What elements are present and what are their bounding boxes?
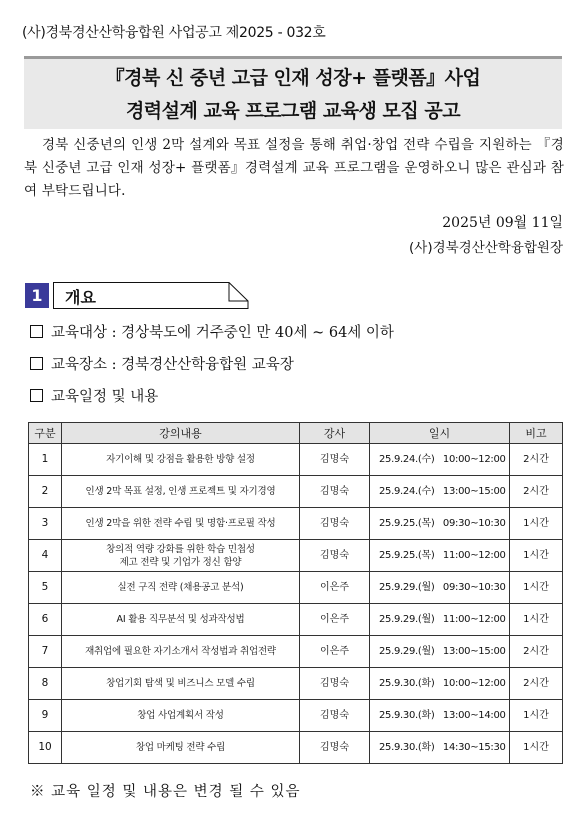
subject-line: 재취업에 필요한 자기소개서 작성법과 취업전략 <box>85 646 276 657</box>
cell-subject <box>62 572 300 604</box>
cell-date: 25.9.29.(월) <box>370 636 442 668</box>
cell-no: 3 <box>29 508 62 540</box>
cell-note: 2시간 <box>510 476 563 508</box>
cell-date: 25.9.25.(목) <box>370 540 442 572</box>
table-row <box>29 508 563 540</box>
subject-line: 실전 구직 전략 (채용공고 분석) <box>117 582 244 593</box>
table-row <box>29 444 563 476</box>
table-row <box>29 476 563 508</box>
cell-no: 1 <box>29 444 62 476</box>
table-header-row <box>29 423 563 444</box>
cell-no: 9 <box>29 700 62 732</box>
bullet-schedule <box>30 385 158 406</box>
cell-time: 11:00~12:00 <box>442 540 510 572</box>
cell-note: 2시간 <box>510 668 563 700</box>
cell-instructor: 김명숙 <box>300 444 370 476</box>
checkbox-square-icon <box>30 357 43 370</box>
cell-instructor: 이은주 <box>300 572 370 604</box>
schedule-table-body <box>29 444 563 764</box>
subject-line: 창업기회 탐색 및 비즈니스 모델 수립 <box>106 678 255 689</box>
table-row <box>29 540 563 572</box>
table-row <box>29 604 563 636</box>
cell-no: 4 <box>29 540 62 572</box>
cell-subject <box>62 604 300 636</box>
intro-paragraph: 경북 신중년의 인생 2막 설계와 목표 설정을 통해 취업·창업 전략 수립을 지원하는 『경북 신중년 고급 인재 성장+ 플랫폼』경력설계 교육 프로그램을 운영하오니 많은 관심과 참여 부탁드립니다. <box>24 137 564 199</box>
table-row <box>29 668 563 700</box>
section-title-box <box>53 282 247 308</box>
subject-line: 인생 2막을 위한 전략 수립 및 명함·프로필 작성 <box>85 518 276 529</box>
cell-date: 25.9.30.(화) <box>370 732 442 764</box>
subject-line: 인생 2막 목표 설정, 인생 프로젝트 및 자기경영 <box>85 486 276 497</box>
cell-subject <box>62 508 300 540</box>
cell-note: 2시간 <box>510 636 563 668</box>
header-note: 비고 <box>510 423 563 444</box>
subject-line: 창업 사업계획서 작성 <box>137 710 224 721</box>
cell-subject <box>62 476 300 508</box>
cell-time: 13:00~14:00 <box>442 700 510 732</box>
title-line-1: 『경북 신 중년 고급 인재 성장+ 플랫폼』사업 <box>105 67 481 89</box>
cell-time: 09:30~10:30 <box>442 572 510 604</box>
cell-date: 25.9.29.(월) <box>370 572 442 604</box>
cell-time: 11:00~12:00 <box>442 604 510 636</box>
header-instructor: 강사 <box>300 423 370 444</box>
cell-note: 1시간 <box>510 700 563 732</box>
bullet-location <box>30 353 294 374</box>
bullet-schedule-text: 교육일정 및 내용 <box>51 389 159 405</box>
cell-instructor: 김명숙 <box>300 700 370 732</box>
schedule-table <box>28 422 563 764</box>
table-row <box>29 636 563 668</box>
subject-line: 창의적 역량 강화를 위한 학습 민첩성 <box>106 543 255 555</box>
cell-instructor: 이은주 <box>300 604 370 636</box>
table-row <box>29 700 563 732</box>
subject-line: 자기이해 및 강점을 활용한 방향 설정 <box>106 454 255 465</box>
cell-instructor: 김명숙 <box>300 668 370 700</box>
table-row <box>29 732 563 764</box>
cell-note: 2시간 <box>510 444 563 476</box>
cell-no: 2 <box>29 476 62 508</box>
cell-no: 6 <box>29 604 62 636</box>
checkbox-square-icon <box>30 389 43 402</box>
notice-number: (사)경북경산산학융합원 사업공고 제2025 - 032호 <box>22 25 326 41</box>
bullet-location-text: 교육장소 : 경북경산산학융합원 교육장 <box>51 357 294 373</box>
table-row <box>29 572 563 604</box>
cell-instructor: 김명숙 <box>300 508 370 540</box>
cell-time: 13:00~15:00 <box>442 636 510 668</box>
cell-date: 25.9.24.(수) <box>370 444 442 476</box>
cell-date: 25.9.29.(월) <box>370 604 442 636</box>
cell-subject <box>62 540 300 572</box>
cell-no: 5 <box>29 572 62 604</box>
cell-time: 10:00~12:00 <box>442 444 510 476</box>
section-title: 개요 <box>65 288 96 307</box>
cell-note: 1시간 <box>510 508 563 540</box>
cell-instructor: 김명숙 <box>300 476 370 508</box>
cell-date: 25.9.30.(화) <box>370 700 442 732</box>
checkbox-square-icon <box>30 325 43 338</box>
cell-time: 14:30~15:30 <box>442 732 510 764</box>
cell-subject <box>62 636 300 668</box>
title-banner <box>24 56 562 129</box>
cell-subject <box>62 668 300 700</box>
bullet-target <box>30 321 394 342</box>
bullet-target-text: 교육대상 : 경상북도에 거주중인 만 40세 ~ 64세 이하 <box>51 325 394 341</box>
cell-subject <box>62 732 300 764</box>
notice-date: 2025년 09월 11일 <box>442 215 563 231</box>
cell-note: 1시간 <box>510 572 563 604</box>
cell-date: 25.9.24.(수) <box>370 476 442 508</box>
cell-instructor: 김명숙 <box>300 732 370 764</box>
cell-time: 10:00~12:00 <box>442 668 510 700</box>
cell-subject <box>62 444 300 476</box>
cell-note: 1시간 <box>510 732 563 764</box>
header-subject: 강의내용 <box>62 423 300 444</box>
subject-line: 창업 마케팅 전략 수립 <box>135 742 226 753</box>
issuing-organization: (사)경북경산산학융합원장 <box>409 240 563 256</box>
subject-line: AI 활용 직무분석 및 성과작성법 <box>116 614 245 625</box>
cell-time: 13:00~15:00 <box>442 476 510 508</box>
cell-no: 7 <box>29 636 62 668</box>
header-datetime: 일시 <box>370 423 510 444</box>
cell-note: 1시간 <box>510 540 563 572</box>
cell-subject <box>62 700 300 732</box>
cell-no: 8 <box>29 668 62 700</box>
subject-line: 제고 전략 및 기업가 정신 함양 <box>119 556 242 568</box>
cell-date: 25.9.25.(목) <box>370 508 442 540</box>
cell-instructor: 김명숙 <box>300 540 370 572</box>
footnote: ※ 교육 일정 및 내용은 변경 될 수 있음 <box>30 784 301 800</box>
cell-time: 09:30~10:30 <box>442 508 510 540</box>
title-line-2: 경력설계 교육 프로그램 교육생 모집 공고 <box>125 100 461 122</box>
cell-note: 1시간 <box>510 604 563 636</box>
cell-no: 10 <box>29 732 62 764</box>
section-number-badge: 1 <box>25 283 49 308</box>
header-no: 구분 <box>29 423 62 444</box>
cell-instructor: 이은주 <box>300 636 370 668</box>
cell-date: 25.9.30.(화) <box>370 668 442 700</box>
